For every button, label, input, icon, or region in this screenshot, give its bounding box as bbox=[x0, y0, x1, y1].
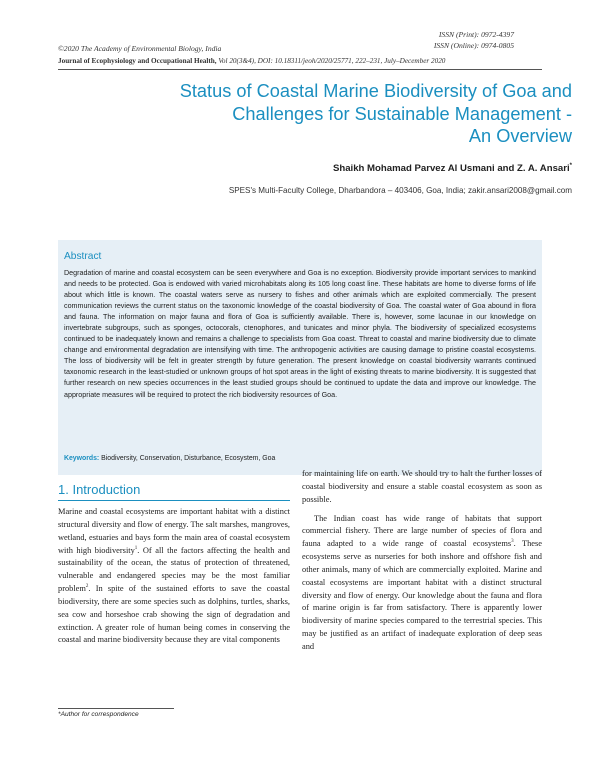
author-names: Shaikh Mohamad Parvez Al Usmani and Z. A. Ansari bbox=[332, 163, 570, 175]
ref-3: 3 bbox=[511, 539, 514, 545]
section-heading-introduction: 1. Introduction bbox=[58, 482, 141, 497]
intro-paragraph-1 bbox=[58, 506, 290, 647]
intro-text-e: . These ecosystems serve as nurseries for both inshore and offshore fish and other animals, many of which are commercially exploited. Marine and coastal ecosystems are important habitat with a distinct structural diversity and flow of energy. Our knowledge about the fauna and flora of marine origin is far from satisfactory. There is apparently lower biodiversity of marine species compared to the terrestrial species. This may be justified as an artifact of inadequate exploration of deep seas and bbox=[302, 539, 542, 651]
abstract-heading: Abstract bbox=[64, 251, 102, 262]
header-divider bbox=[58, 69, 542, 70]
title-line-1: Status of Coastal Marine Biodiversity of Goa and bbox=[179, 81, 572, 101]
intro-paragraph-2 bbox=[302, 513, 542, 654]
section-heading-rule bbox=[58, 500, 290, 501]
intro-text-a: Marine and coastal ecosystems are important habitat with a distinct structural diversity and flow of energy. The salt marshes, mangroves, wetland, estuaries and bays form the main area of coastal ecosystem with high biodiversity bbox=[58, 507, 290, 555]
intro-text-b: . Of all the factors affecting the health and sustainability of the ocean, the status of protection of threatened, vulnerable and endangered species may be the most familiar problem bbox=[58, 545, 290, 594]
footnote-divider bbox=[58, 708, 174, 709]
copyright-line: ©2020 The Academy of Environmental Biology, India bbox=[58, 44, 222, 53]
issn-online: ISSN (Online): 0974-0805 bbox=[433, 40, 514, 50]
title-line-2: Challenges for Sustainable Management - bbox=[232, 103, 572, 124]
author-list bbox=[333, 163, 572, 174]
body-column-left bbox=[58, 506, 290, 647]
abstract-text: Degradation of marine and coastal ecosystem can be seen everywhere and Goa is no exception. Biodiversity provide important services to mankind and needs to be protected. Goa is endowed with varied microhabitats along its 105 long coast line. These habitats are home to diverse forms of life about which little is known. The coastal waters serve as nursery to fishes and other animals which are exploited commercially. The present communication reviews the current status on the taxonomic knowledge of the coastal biodiversity of Goa. The coastal water of Goa abound in flora and fauna. The information on major fauna and flora of Goa is sufficiently available. There is, however, some lacunae in our knowledge on invertebrate subgroups, such as sponges, octocorals, ctenophores, and tunicates and minor phyla. The biodiversity of specialized ecosystems continued to be inadequately known and remains a challenge to specialists from Goa coast. Threat to coastal and marine biodiversity due to climate change and environmental degradation are intensifying with time. The anthropogenic activities are causing damage to pristine coastal ecosystems. The loss of biodiversity will be felt in greater strength by future generation. The present knowledge on coastal biodiversity warrants continued taxonomic research in the least-studied or unknown groups of hot spot areas in the light of existing threats to marine biodiversity. It is suggested that further research on new species occurrences in the least studied groups should be continued to update the data and improve our knowledge. The appropriate measures will be required to protect the rich biodiversity resources of Goa. bbox=[64, 269, 536, 399]
footnote-correspondence: *Author for correspondence bbox=[58, 711, 139, 718]
corresponding-mark: * bbox=[569, 163, 572, 169]
ref-1: 1 bbox=[134, 545, 138, 551]
issn-block bbox=[434, 30, 514, 51]
keywords bbox=[64, 455, 536, 462]
affiliation: SPES's Multi-Faculty College, Dharbandora – 403406, Goa, India; zakir.ansari2008@gmail.com bbox=[228, 186, 572, 195]
intro-text-c: . In spite of the sustained efforts to save the coastal biodiversity, there are some species such as dolphins, turtles, sharks, sea cow and horseshoe crab showing the sign of degradation and extinction. A greater role of human being comes in conserving the coastal and marine biodiversity because they are vital components bbox=[58, 584, 290, 645]
journal-line bbox=[58, 57, 445, 65]
journal-name: Journal of Ecophysiology and Occupational Health, bbox=[58, 57, 217, 65]
intro-text-d: The Indian coast has wide range of habitats that support commercial fishery. There are large number of species of flora and fauna adapted to a wide range of coastal ecosystems bbox=[302, 513, 542, 549]
keywords-list: Biodiversity, Conservation, Disturbance, Ecosystem, Goa bbox=[101, 455, 276, 462]
journal-citation: Vol 20(3&4), DOI: 10.18311/jeoh/2020/25771, 222–231, July–December 2020 bbox=[218, 57, 446, 65]
article-title bbox=[88, 80, 572, 148]
body-column-right bbox=[302, 468, 542, 654]
title-line-3: An Overview bbox=[468, 126, 572, 146]
intro-paragraph-1-cont: for maintaining life on earth. We should try to halt the further losses of coastal biodiversity and ensure a stable coastal ecosystem as soon as possible. bbox=[302, 469, 542, 504]
ref-2: 2 bbox=[85, 584, 89, 590]
keywords-label: Keywords: bbox=[64, 455, 100, 462]
issn-print: ISSN (Print): 0972-4397 bbox=[438, 30, 514, 39]
